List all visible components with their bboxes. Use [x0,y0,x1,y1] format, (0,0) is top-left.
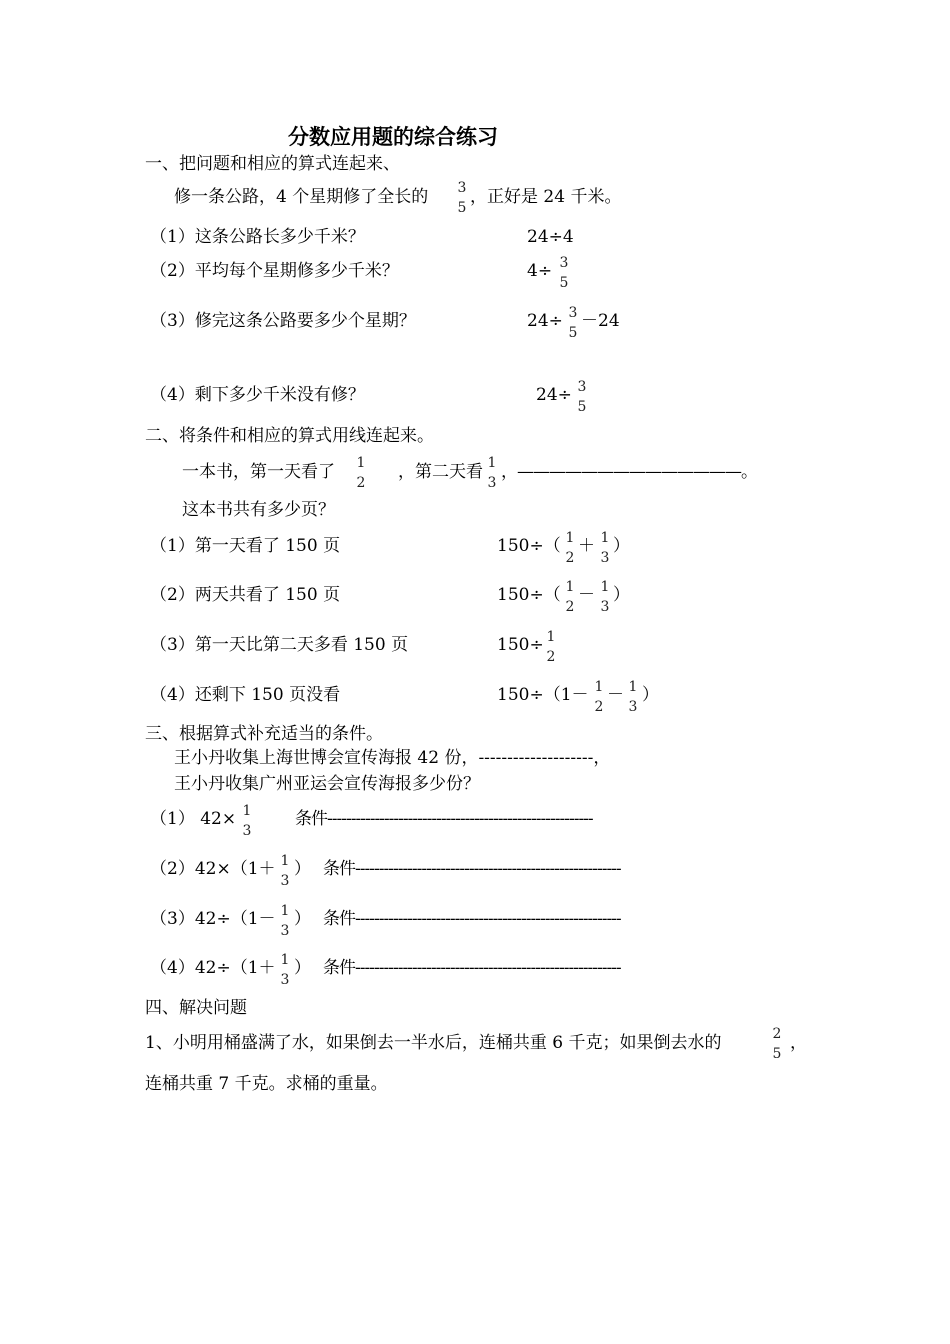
s2-close: ） [613,536,630,556]
s4-problem-1-comma: ， [790,1033,807,1053]
s1-stem-b: ，正好是 24 千米。 [470,187,622,207]
page-title: 分数应用题的综合练习 [288,124,498,149]
s2-minus: － [607,685,624,705]
s2-stem-c: ，——————————————。 [501,462,757,482]
s2-close: ） [642,685,659,705]
s2-stem-question: 这本书共有多少页？ [182,500,335,520]
s3-stem-1: 王小丹收集上海世博会宣传海报 42 份，--------------------， [174,748,611,768]
fraction-1-3: 1 3 [280,903,290,939]
s3-row-4-expr: （4）42÷（1＋ [150,958,276,978]
fraction-1-3: 1 3 [280,952,290,988]
s2-expr-2a: 150÷（ [497,585,561,605]
s3-row-4-condition: 条件-------------------------------------------------------- [323,958,621,978]
s1-expr-1: 24÷4 [527,227,574,247]
s2-expr-3: 150÷ [497,635,544,655]
s3-stem-2: 王小丹收集广州亚运会宣传海报多少份？ [174,774,480,794]
fraction-1-3: 1 3 [600,579,610,615]
fraction-1-3: 1 3 [242,803,252,839]
s3-row-1-condition: 条件-------------------------------------------------------- [295,809,593,829]
s1-question-2: （2）平均每个星期修多少千米？ [150,261,399,281]
s2-condition-4: （4）还剩下 150 页没看 [150,685,341,705]
s3-row-3-condition: 条件-------------------------------------------------------- [323,909,621,929]
fraction-3-5: 3 5 [577,379,587,415]
s1-stem-a: 修一条公路，4 个星期修了全长的 [174,187,429,207]
fraction-1-3: 1 3 [628,679,638,715]
s1-question-1: （1）这条公路长多少千米？ [150,227,365,247]
fraction-1-3: 1 3 [280,853,290,889]
fraction-1-3: 1 3 [487,455,497,491]
s3-close: ） [294,909,311,929]
s2-condition-1: （1）第一天看了 150 页 [150,536,341,556]
s2-condition-3: （3）第一天比第二天多看 150 页 [150,635,409,655]
s1-expr-3b: －24 [581,311,620,331]
s1-expr-3a: 24÷ [527,311,563,331]
s4-problem-1-line-1: 1、小明用桶盛满了水，如果倒去一半水后，连桶共重 6 千克；如果倒去水的 [145,1033,722,1053]
fraction-1-2: 1 2 [565,579,575,615]
section-1-heading: 一、把问题和相应的算式连起来、 [145,154,400,174]
s3-row-1-expr: （1） 42× [150,809,237,829]
s2-plus: ＋ [578,536,595,556]
s2-minus: － [578,585,595,605]
s2-condition-2: （2）两天共看了 150 页 [150,585,341,605]
s3-close: ） [294,958,311,978]
s1-question-4: （4）剩下多少千米没有修？ [150,385,365,405]
fraction-1-2: 1 2 [546,629,556,665]
section-3-heading: 三、根据算式补充适当的条件。 [145,724,383,744]
fraction-3-5: 3 5 [559,255,569,291]
section-4-heading: 四、解决问题 [145,998,247,1018]
s4-problem-1-line-2: 连桶共重 7 千克。求桶的重量。 [145,1074,388,1094]
fraction-2-5: 2 5 [772,1026,782,1062]
s2-close: ） [613,585,630,605]
s2-expr-4a: 150÷（1－ [497,685,589,705]
fraction-1-2: 1 2 [356,455,366,491]
fraction-1-3: 1 3 [600,530,610,566]
section-2-heading: 二、将条件和相应的算式用线连起来。 [145,426,434,446]
s1-expr-4: 24÷ [536,385,572,405]
s1-question-3: （3）修完这条公路要多少个星期？ [150,311,416,331]
s2-stem-b: ，第二天看 [398,462,483,482]
fraction-3-5: 3 5 [457,180,467,216]
s3-row-3-expr: （3）42÷（1－ [150,909,276,929]
s2-stem-a: 一本书，第一天看了 [182,462,335,482]
s3-close: ） [294,859,311,879]
s1-expr-2: 4÷ [527,261,553,281]
s3-row-2-condition: 条件-------------------------------------------------------- [323,859,621,879]
s3-row-2-expr: （2）42×（1＋ [150,859,276,879]
s2-expr-1a: 150÷（ [497,536,561,556]
fraction-1-2: 1 2 [594,679,604,715]
fraction-3-5: 3 5 [568,305,578,341]
fraction-1-2: 1 2 [565,530,575,566]
